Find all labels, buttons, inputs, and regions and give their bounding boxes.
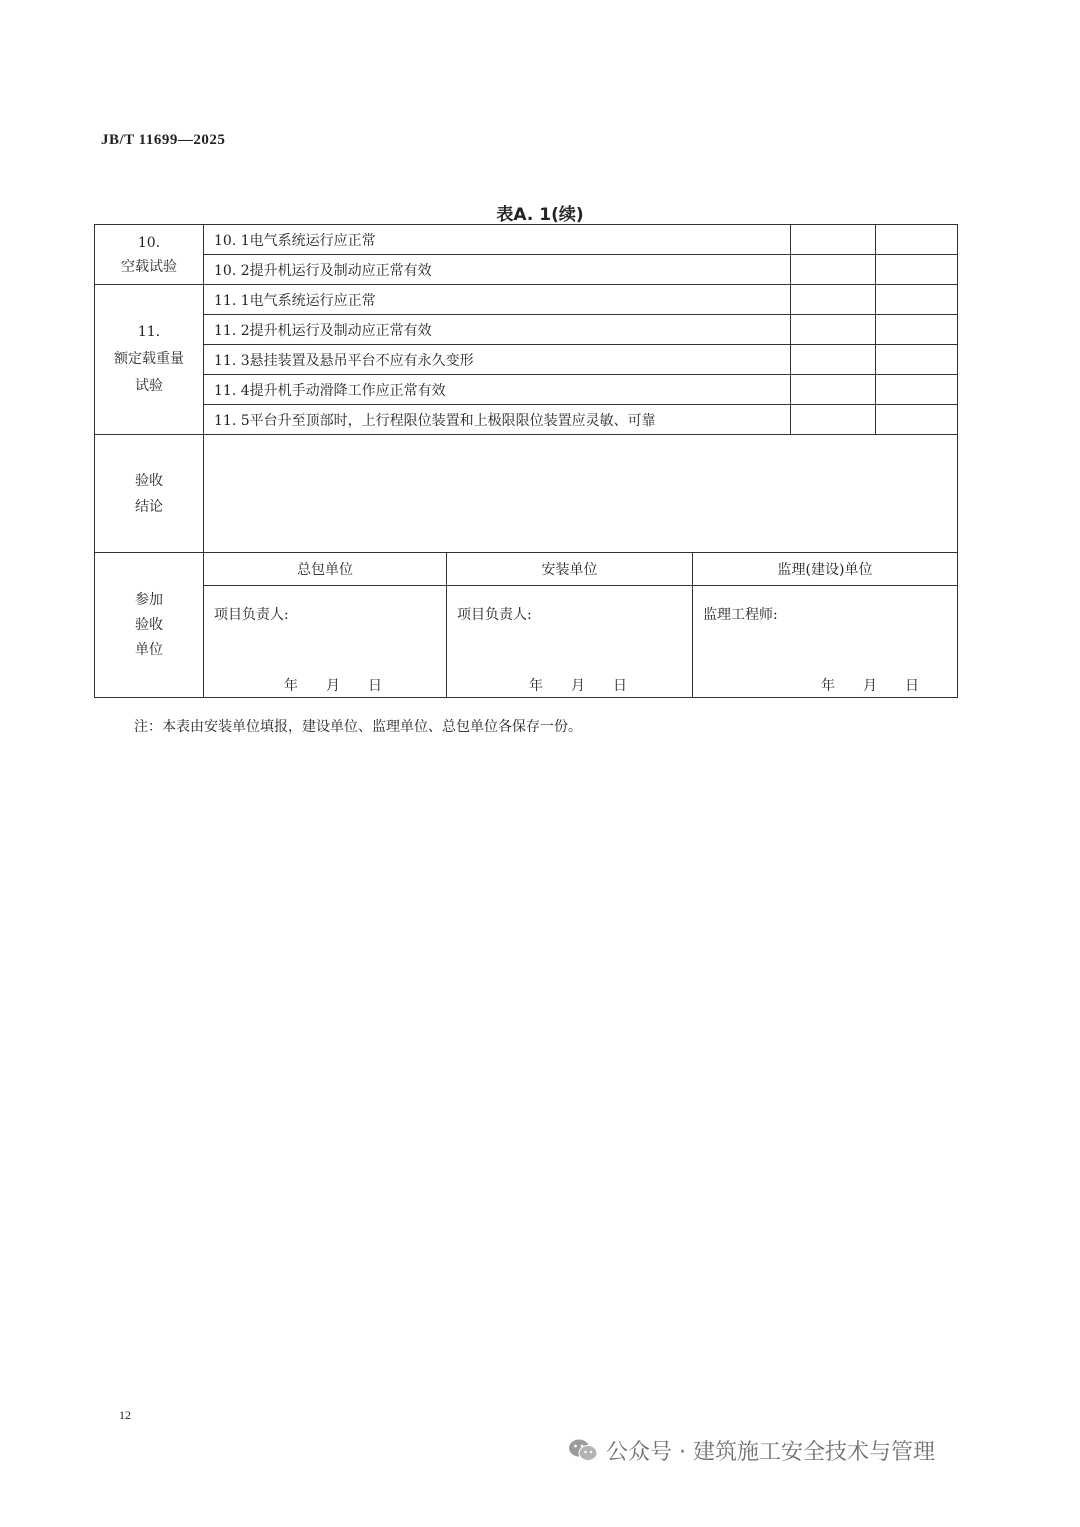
- result-cell[interactable]: [791, 315, 876, 345]
- remark-cell[interactable]: [876, 285, 958, 315]
- remark-cell[interactable]: [876, 225, 958, 255]
- conclusion-field[interactable]: [204, 435, 958, 553]
- table-title: 表A. 1(续): [496, 205, 584, 225]
- category-cell: [95, 225, 204, 285]
- participants-label-cell: [95, 553, 204, 698]
- result-cell[interactable]: [791, 255, 876, 285]
- table-row: [95, 225, 958, 255]
- table-row: [95, 435, 958, 553]
- check-item: 11. 3悬挂装置及悬吊平台不应有永久变形: [204, 345, 791, 375]
- sign-date: 年 月 日: [821, 678, 919, 694]
- table-row: [95, 315, 958, 345]
- sign-date: 年 月 日: [284, 678, 382, 694]
- participants-label: 参加 验收 单位: [135, 591, 163, 658]
- check-item: 10. 2提升机运行及制动应正常有效: [204, 255, 791, 285]
- result-cell[interactable]: [791, 225, 876, 255]
- check-item: 10. 1电气系统运行应正常: [204, 225, 791, 255]
- table-row: [95, 375, 958, 405]
- category-cell: [95, 285, 204, 435]
- table-note: 注：本表由安装单位填报，建设单位、监理单位、总包单位各保存一份。: [134, 719, 582, 735]
- watermark: [568, 1430, 935, 1470]
- signer-label: 项目负责人:: [457, 607, 532, 623]
- remark-cell[interactable]: [876, 345, 958, 375]
- remark-cell[interactable]: [876, 315, 958, 345]
- standard-number: JB/T 11699—2025: [101, 132, 226, 148]
- remark-cell[interactable]: [876, 255, 958, 285]
- table-row: [95, 255, 958, 285]
- table-row: [95, 405, 958, 435]
- signer-label: 项目负责人:: [214, 607, 289, 623]
- result-cell[interactable]: [791, 375, 876, 405]
- watermark-text: 公众号 · 建筑施工安全技术与管理: [606, 1439, 935, 1465]
- sign-cell-general-contractor[interactable]: [204, 586, 447, 698]
- conclusion-label-cell: [95, 435, 204, 553]
- check-item: 11. 1电气系统运行应正常: [204, 285, 791, 315]
- unit-header-supervisor: 监理(建设)单位: [693, 553, 958, 586]
- conclusion-label: 验收 结论: [135, 472, 163, 515]
- signer-label: 监理工程师:: [703, 607, 778, 623]
- result-cell[interactable]: [791, 285, 876, 315]
- category-label: 10. 空载试验: [121, 234, 177, 275]
- unit-header-general-contractor: 总包单位: [204, 553, 447, 586]
- category-label: 11. 额定载重量 试验: [114, 324, 184, 394]
- check-item: 11. 2提升机运行及制动应正常有效: [204, 315, 791, 345]
- table-row: [95, 285, 958, 315]
- result-cell[interactable]: [791, 405, 876, 435]
- table-row: [95, 553, 958, 586]
- sign-date: 年 月 日: [529, 678, 627, 694]
- acceptance-table: [94, 224, 958, 698]
- result-cell[interactable]: [791, 345, 876, 375]
- sign-cell-installer[interactable]: [447, 586, 693, 698]
- wechat-icon: [568, 1437, 598, 1463]
- remark-cell[interactable]: [876, 405, 958, 435]
- check-item: 11. 4提升机手动滑降工作应正常有效: [204, 375, 791, 405]
- sign-cell-supervisor[interactable]: [693, 586, 958, 698]
- check-item: 11. 5平台升至顶部时，上行程限位装置和上极限限位装置应灵敏、可靠: [204, 405, 791, 435]
- table-row: [95, 586, 958, 698]
- remark-cell[interactable]: [876, 375, 958, 405]
- table-row: [95, 345, 958, 375]
- page-number: 12: [119, 1408, 131, 1422]
- unit-header-installer: 安装单位: [447, 553, 693, 586]
